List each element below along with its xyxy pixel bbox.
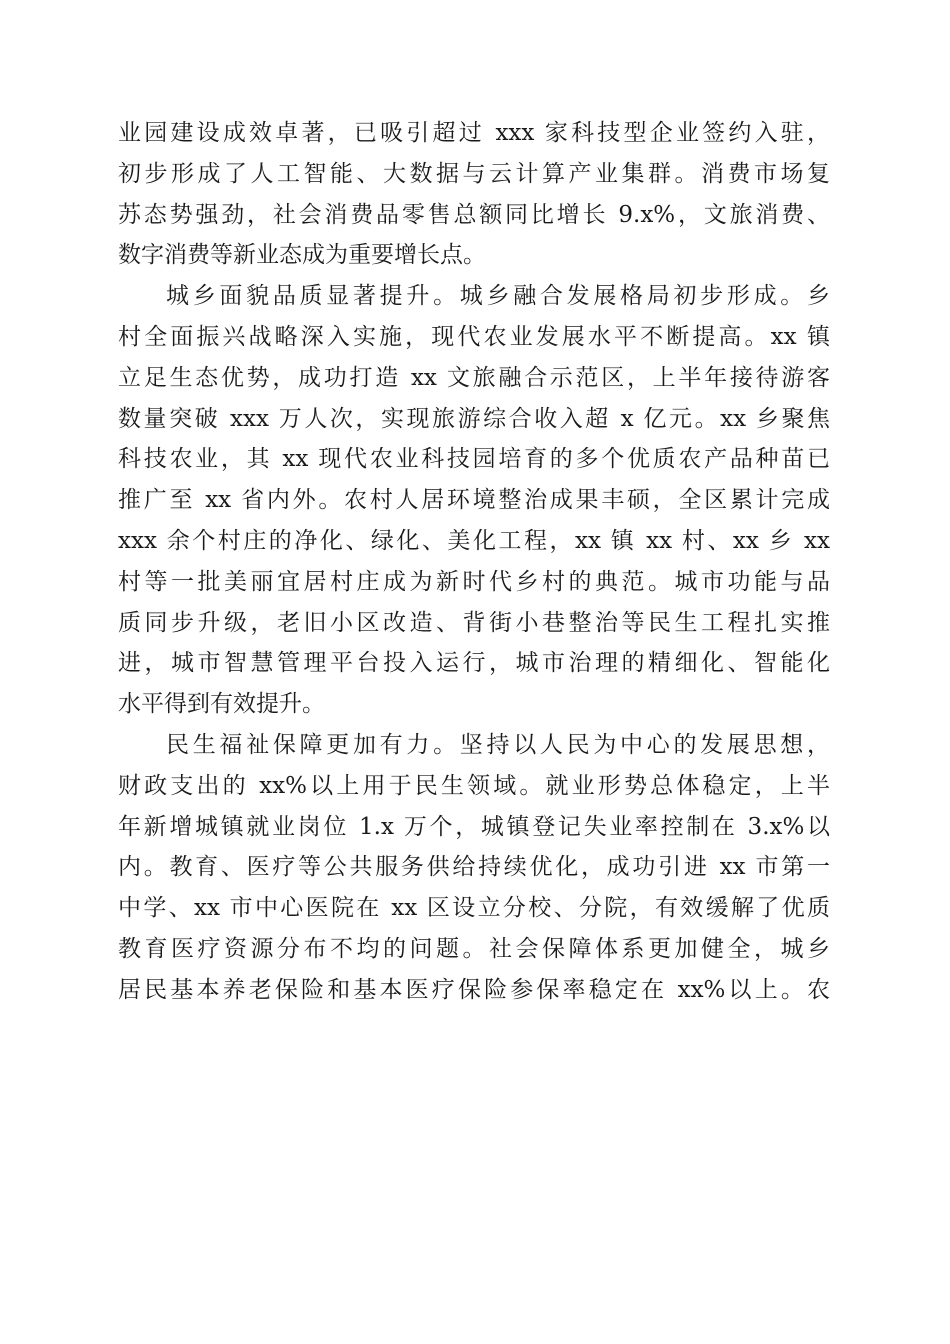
paragraph-2-line-1: 城乡面貌品质显著提升。城乡融合发展格局初步形成。乡 xyxy=(166,283,830,310)
paragraph-3-line-1: 民生福祉保障更加有力。坚持以人民为中心的发展思想， xyxy=(166,731,830,758)
paragraph-2-line-11: 水平得到有效提升。 xyxy=(118,691,325,718)
paragraph-2-line-3: 立足生态优势，成功打造 xx 文旅融合示范区，上半年接待游客 xyxy=(118,364,830,391)
paragraph-1-line-4: 数字消费等新业态成为重要增长点。 xyxy=(118,242,486,269)
paragraph-3-line-7: 居民基本养老保险和基本医疗保险参保率稳定在 xx%以上。农 xyxy=(118,976,830,1003)
paragraph-3-line-6: 教育医疗资源分布不均的问题。社会保障体系更加健全，城乡 xyxy=(118,935,830,962)
paragraph-3-line-3: 年新增城镇就业岗位 1.x 万个，城镇登记失业率控制在 3.x%以 xyxy=(118,813,830,840)
paragraph-3-line-4: 内。教育、医疗等公共服务供给持续优化，成功引进 xx 市第一 xyxy=(118,854,830,881)
paragraph-3-line-5: 中学、xx 市中心医院在 xx 区设立分校、分院，有效缓解了优质 xyxy=(118,895,830,922)
paragraph-1-line-3: 苏态势强劲，社会消费品零售总额同比增长 9.x%，文旅消费、 xyxy=(118,201,830,228)
paragraph-2-line-8: 村等一批美丽宜居村庄成为新时代乡村的典范。城市功能与品 xyxy=(118,568,830,595)
paragraph-2-line-10: 进，城市智慧管理平台投入运行，城市治理的精细化、智能化 xyxy=(118,650,830,677)
paragraph-2-line-7: xxx 余个村庄的净化、绿化、美化工程，xx 镇 xx 村、xx 乡 xx xyxy=(118,527,830,554)
paragraph-2-line-2: 村全面振兴战略深入实施，现代农业发展水平不断提高。xx 镇 xyxy=(118,323,830,350)
paragraph-2-line-4: 数量突破 xxx 万人次，实现旅游综合收入超 x 亿元。xx 乡聚焦 xyxy=(118,405,830,432)
paragraph-1-line-2: 初步形成了人工智能、大数据与云计算产业集群。消费市场复 xyxy=(118,160,830,187)
paragraph-2-line-5: 科技农业，其 xx 现代农业科技园培育的多个优质农产品种苗已 xyxy=(118,446,830,473)
document-body xyxy=(118,113,830,1011)
paragraph-1-line-1: 业园建设成效卓著，已吸引超过 xxx 家科技型企业签约入驻， xyxy=(118,120,830,146)
paragraph-3-line-2: 财政支出的 xx%以上用于民生领域。就业形势总体稳定，上半 xyxy=(118,772,830,799)
paragraph-2-line-6: 推广至 xx 省内外。农村人居环境整治成果丰硕，全区累计完成 xyxy=(118,487,830,514)
paragraph-2-line-9: 质同步升级，老旧小区改造、背街小巷整治等民生工程扎实推 xyxy=(118,609,830,636)
